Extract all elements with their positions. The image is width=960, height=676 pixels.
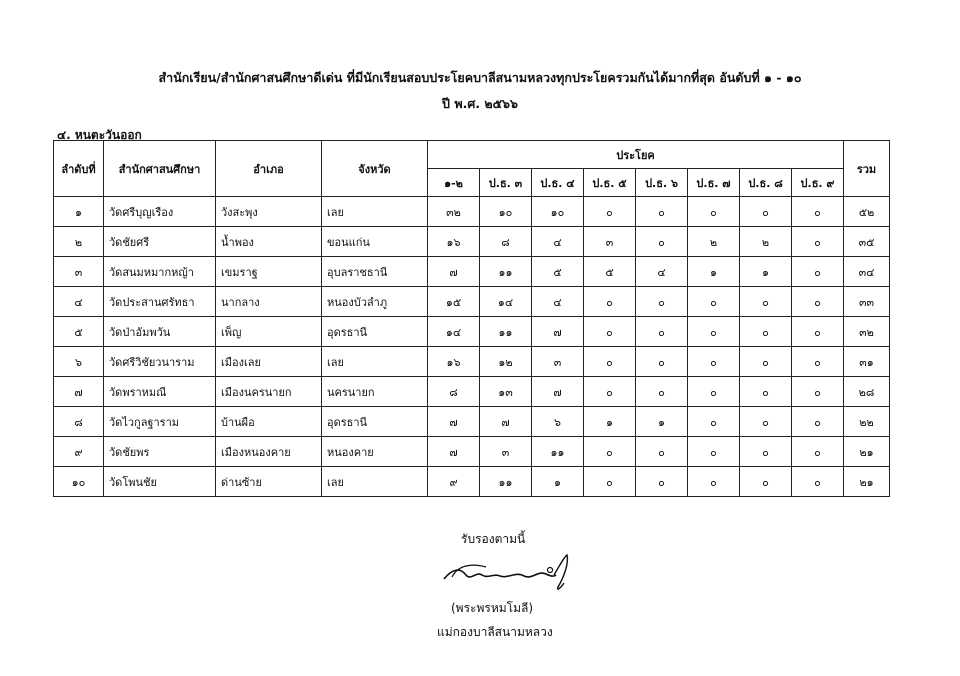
level-count-cell: ๐ — [636, 467, 688, 497]
level-count-cell: ๑๔ — [480, 287, 532, 317]
level-count-cell: ๑๑ — [480, 257, 532, 287]
province-cell: เลย — [322, 197, 428, 227]
header-level: ป.ธ. ๕ — [584, 169, 636, 197]
level-count-cell: ๐ — [688, 467, 740, 497]
total-cell: ๓๕ — [844, 227, 890, 257]
level-count-cell: ๒ — [740, 227, 792, 257]
rank-cell: ๗ — [54, 377, 104, 407]
level-count-cell: ๑๑ — [532, 437, 584, 467]
level-count-cell: ๐ — [792, 257, 844, 287]
table-row — [54, 407, 890, 437]
level-count-cell: ๑๔ — [428, 317, 480, 347]
school-cell: วัดประสานศรัทธา — [104, 287, 216, 317]
level-count-cell: ๐ — [740, 377, 792, 407]
district-cell: บ้านผือ — [216, 407, 322, 437]
header-levels-group: ประโยค — [428, 141, 844, 169]
district-cell: น้ำพอง — [216, 227, 322, 257]
school-cell: วัดชัยพร — [104, 437, 216, 467]
header-level: ป.ธ. ๘ — [740, 169, 792, 197]
header-level: ป.ธ. ๔ — [532, 169, 584, 197]
level-count-cell: ๗ — [428, 437, 480, 467]
level-count-cell: ๗ — [428, 407, 480, 437]
level-count-cell: ๑ — [740, 257, 792, 287]
document-title: สำนักเรียน/สำนักศาสนศึกษาดีเด่น ที่มีนักเรียนสอบประโยคบาลีสนามหลวงทุกประโยครวมกันได้มากที่สุด อันดับที่ ๑ - ๑๐ — [158, 70, 802, 85]
level-count-cell: ๐ — [740, 407, 792, 437]
document-year: ปี พ.ศ. ๒๕๖๖ — [442, 96, 518, 111]
province-cell: ขอนแก่น — [322, 227, 428, 257]
total-cell: ๓๔ — [844, 257, 890, 287]
level-count-cell: ๐ — [584, 377, 636, 407]
table-row — [54, 227, 890, 257]
level-count-cell: ๐ — [636, 437, 688, 467]
header-level: ป.ธ. ๓ — [480, 169, 532, 197]
level-count-cell: ๔ — [532, 227, 584, 257]
level-count-cell: ๐ — [740, 467, 792, 497]
level-count-cell: ๑๕ — [428, 287, 480, 317]
header-level: ป.ธ. ๗ — [688, 169, 740, 197]
level-count-cell: ๐ — [740, 317, 792, 347]
level-count-cell: ๐ — [584, 197, 636, 227]
level-count-cell: ๖ — [532, 407, 584, 437]
level-count-cell: ๓ — [532, 347, 584, 377]
signature-mark — [438, 553, 578, 597]
header-total: รวม — [844, 141, 890, 197]
province-cell: หนองคาย — [322, 437, 428, 467]
total-cell: ๓๓ — [844, 287, 890, 317]
total-cell: ๒๘ — [844, 377, 890, 407]
district-cell: เพ็ญ — [216, 317, 322, 347]
level-count-cell: ๑๖ — [428, 227, 480, 257]
province-cell: อุบลราชธานี — [322, 257, 428, 287]
level-count-cell: ๐ — [740, 287, 792, 317]
level-count-cell: ๐ — [688, 197, 740, 227]
total-cell: ๓๑ — [844, 347, 890, 377]
rank-cell: ๙ — [54, 437, 104, 467]
level-count-cell: ๑๑ — [480, 467, 532, 497]
level-count-cell: ๑๒ — [480, 347, 532, 377]
rank-cell: ๑๐ — [54, 467, 104, 497]
school-cell: วัดไวกูลฐาราม — [104, 407, 216, 437]
level-count-cell: ๐ — [792, 287, 844, 317]
school-cell: วัดชัยศรี — [104, 227, 216, 257]
level-count-cell: ๑ — [532, 467, 584, 497]
total-cell: ๒๒ — [844, 407, 890, 437]
level-count-cell: ๑๐ — [480, 197, 532, 227]
level-count-cell: ๐ — [792, 197, 844, 227]
level-count-cell: ๐ — [740, 347, 792, 377]
level-count-cell: ๑๐ — [532, 197, 584, 227]
school-cell: วัดสนมหมากหญ้า — [104, 257, 216, 287]
district-cell: เขมราฐ — [216, 257, 322, 287]
level-count-cell: ๔ — [636, 257, 688, 287]
level-count-cell: ๐ — [792, 317, 844, 347]
level-count-cell: ๘ — [480, 227, 532, 257]
province-cell: เลย — [322, 347, 428, 377]
level-count-cell: ๑๑ — [480, 317, 532, 347]
district-cell: เมืองเลย — [216, 347, 322, 377]
level-count-cell: ๐ — [792, 347, 844, 377]
province-cell: อุดรธานี — [322, 407, 428, 437]
total-cell: ๒๑ — [844, 467, 890, 497]
province-cell: นครนายก — [322, 377, 428, 407]
level-count-cell: ๐ — [688, 437, 740, 467]
level-count-cell: ๐ — [740, 197, 792, 227]
level-count-cell: ๐ — [740, 437, 792, 467]
level-count-cell: ๐ — [636, 377, 688, 407]
table-row — [54, 287, 890, 317]
level-count-cell: ๐ — [688, 317, 740, 347]
ranking-table — [53, 140, 890, 497]
level-count-cell: ๐ — [584, 287, 636, 317]
level-count-cell: ๕ — [584, 257, 636, 287]
level-count-cell: ๐ — [636, 287, 688, 317]
level-count-cell: ๐ — [636, 197, 688, 227]
header-rank: ลำดับที่ — [54, 141, 104, 197]
level-count-cell: ๐ — [636, 227, 688, 257]
level-count-cell: ๓ — [480, 437, 532, 467]
province-cell: อุดรธานี — [322, 317, 428, 347]
rank-cell: ๔ — [54, 287, 104, 317]
school-cell: วัดศรีวิชัยวนาราม — [104, 347, 216, 377]
level-count-cell: ๑๓ — [480, 377, 532, 407]
level-count-cell: ๑๖ — [428, 347, 480, 377]
level-count-cell: ๐ — [636, 347, 688, 377]
level-count-cell: ๐ — [584, 317, 636, 347]
level-count-cell: ๗ — [532, 317, 584, 347]
level-count-cell: ๗ — [428, 257, 480, 287]
district-cell: เมืองนครนายก — [216, 377, 322, 407]
level-count-cell: ๔ — [532, 287, 584, 317]
school-cell: วัดป่าอัมพวัน — [104, 317, 216, 347]
district-cell: วังสะพุง — [216, 197, 322, 227]
table-row — [54, 467, 890, 497]
rank-cell: ๖ — [54, 347, 104, 377]
rank-cell: ๓ — [54, 257, 104, 287]
header-level: ป.ธ. ๖ — [636, 169, 688, 197]
school-cell: วัดโพนชัย — [104, 467, 216, 497]
province-cell: หนองบัวลำภู — [322, 287, 428, 317]
level-count-cell: ๑ — [584, 407, 636, 437]
district-cell: นากลาง — [216, 287, 322, 317]
signer-name: (พระพรหมโมลี) — [451, 601, 534, 615]
school-cell: วัดศรีบุญเรือง — [104, 197, 216, 227]
level-count-cell: ๐ — [584, 437, 636, 467]
table-row — [54, 257, 890, 287]
province-cell: เลย — [322, 467, 428, 497]
level-count-cell: ๘ — [428, 377, 480, 407]
header-school: สำนักศาสนศึกษา — [104, 141, 216, 197]
level-count-cell: ๓๒ — [428, 197, 480, 227]
level-count-cell: ๐ — [688, 407, 740, 437]
total-cell: ๕๒ — [844, 197, 890, 227]
level-count-cell: ๒ — [688, 227, 740, 257]
header-province: จังหวัด — [322, 141, 428, 197]
level-count-cell: ๐ — [792, 227, 844, 257]
level-count-cell: ๐ — [792, 407, 844, 437]
level-count-cell: ๐ — [688, 287, 740, 317]
header-level: ๑-๒ — [428, 169, 480, 197]
level-count-cell: ๐ — [584, 467, 636, 497]
rank-cell: ๑ — [54, 197, 104, 227]
level-count-cell: ๑ — [688, 257, 740, 287]
table-row — [54, 197, 890, 227]
level-count-cell: ๐ — [584, 347, 636, 377]
level-count-cell: ๐ — [636, 317, 688, 347]
level-count-cell: ๐ — [688, 347, 740, 377]
table-row — [54, 347, 890, 377]
level-count-cell: ๐ — [792, 437, 844, 467]
level-count-cell: ๗ — [480, 407, 532, 437]
total-cell: ๓๒ — [844, 317, 890, 347]
level-count-cell: ๐ — [688, 377, 740, 407]
level-count-cell: ๓ — [584, 227, 636, 257]
header-level: ป.ธ. ๙ — [792, 169, 844, 197]
level-count-cell: ๐ — [792, 467, 844, 497]
rank-cell: ๕ — [54, 317, 104, 347]
certify-text: รับรองตามนี้ — [461, 532, 526, 546]
level-count-cell: ๑ — [636, 407, 688, 437]
table-row — [54, 317, 890, 347]
signer-position: แม่กองบาลีสนามหลวง — [437, 625, 553, 639]
rank-cell: ๒ — [54, 227, 104, 257]
level-count-cell: ๐ — [792, 377, 844, 407]
total-cell: ๒๑ — [844, 437, 890, 467]
district-cell: เมืองหนองคาย — [216, 437, 322, 467]
region-label: ๔. หนตะวันออก — [57, 128, 142, 142]
school-cell: วัดพราหมณี — [104, 377, 216, 407]
level-count-cell: ๕ — [532, 257, 584, 287]
table-row — [54, 437, 890, 467]
rank-cell: ๘ — [54, 407, 104, 437]
level-count-cell: ๙ — [428, 467, 480, 497]
level-count-cell: ๗ — [532, 377, 584, 407]
district-cell: ด่านซ้าย — [216, 467, 322, 497]
header-district: อำเภอ — [216, 141, 322, 197]
table-row — [54, 377, 890, 407]
